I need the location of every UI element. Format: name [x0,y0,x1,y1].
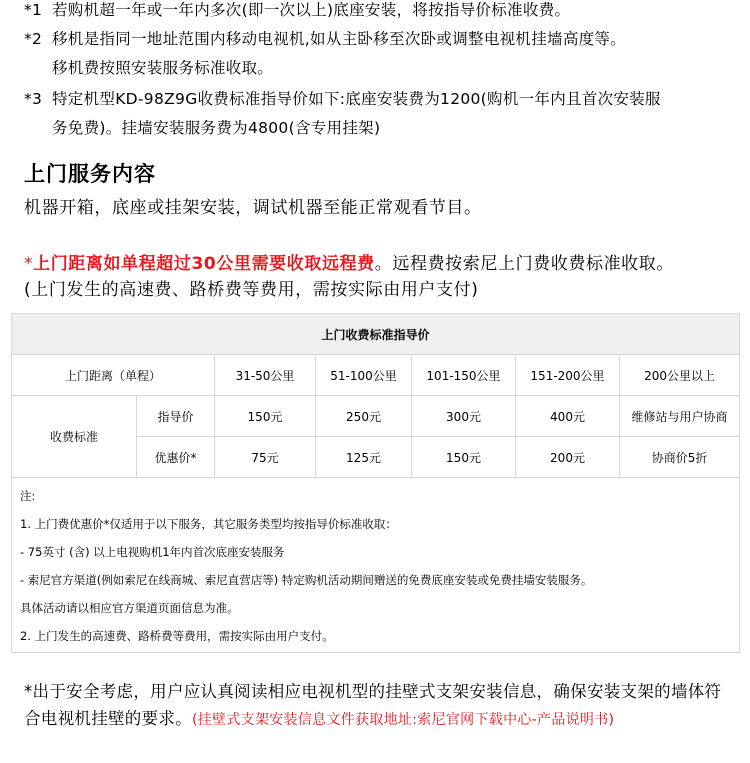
guide-price-row [12,396,740,437]
fee-note-line: 1. 上门费优惠价*仅适用于以下服务，其它服务类型均按指导价标准收取： [20,517,397,531]
distance-note-red: 上门距离如单程超过30公里需要收取远程费 [33,254,375,274]
note-2-text: 移机是指同一地址范围内移动电视机,如从主卧移至次卧或调整电视机挂墙高度等。 [52,30,627,48]
discount-value: 150元 [412,437,516,478]
range-cell: 31-50公里 [215,355,316,396]
note-3-text: 特定机型KD-98Z9G收费标准指导价如下:底座安装费为1200(购机一年内且首次安装服 [52,90,661,108]
guide-label: 指导价 [137,396,215,437]
distance-note-line2: (上门发生的高速费、路桥费等费用，需按实际由用户支付) [24,280,479,300]
guide-value: 300元 [412,396,516,437]
fee-table-title: 上门收费标准指导价 [12,314,740,355]
note-2 [24,25,626,54]
fee-label: 收费标准 [12,396,137,478]
discount-value: 200元 [516,437,620,478]
fee-table-title-row [12,314,740,355]
note-3-continued: 务免费)。挂墙安装服务费为4800(含专用挂架) [52,119,381,137]
discount-value: 75元 [215,437,316,478]
fee-note-line: 注: [20,489,36,503]
fee-table [11,313,740,653]
safety-text: *出于安全考虑，用户应认真阅读相应电视机型的挂壁式支架安装信息，确保安装支架的墙体符合电视机挂壁的要求。 [24,682,722,728]
guide-value: 250元 [316,396,412,437]
range-cell: 101-150公里 [412,355,516,396]
guide-value: 维修站与用户协商 [620,396,740,437]
distance-label: 上门距离（单程） [12,355,215,396]
discount-value: 125元 [316,437,412,478]
range-cell: 51-100公里 [316,355,412,396]
note-2-continued: 移机费按照安装服务标准收取。 [52,59,274,77]
guide-value: 150元 [215,396,316,437]
discount-label: 优惠价* [137,437,215,478]
fee-note-line: - 索尼官方渠道(例如索尼在线商城、索尼直营店等) 特定购机活动期间赠送的免费底座安装或免费挂墙安装服务。 [20,573,593,587]
note-3-mark: *3 [24,90,43,108]
fee-note-line: 2. 上门发生的高速费、路桥费等费用，需按实际由用户支付。 [20,629,334,643]
fee-table-notes [12,478,740,653]
distance-note-asterisk: * [24,254,34,274]
fee-note-line: 具体活动请以相应官方渠道页面信息为准。 [20,601,239,615]
fee-table-header-row [12,355,740,396]
note-2-mark: *2 [24,30,43,48]
range-cell: 200公里以上 [620,355,740,396]
note-3 [24,85,661,114]
discount-value: 协商价5折 [620,437,740,478]
guide-value: 400元 [516,396,620,437]
safety-note [24,678,734,734]
note-1-text: 若购机超一年或一年内多次(即一次以上)底座安装，将按指导价标准收费。 [52,1,571,19]
range-cell: 151-200公里 [516,355,620,396]
note-1 [24,0,570,25]
fee-note-line: - 75英寸 (含) 以上电视购机1年内首次底座安装服务 [20,545,285,559]
note-1-mark: *1 [24,1,43,19]
service-content: 机器开箱，底座或挂架安装，调试机器至能正常观看节目。 [24,198,482,218]
service-heading: 上门服务内容 [24,162,156,186]
fee-table-notes-row [12,478,740,653]
safety-link-text: (挂壁式支架安装信息文件获取地址:索尼官网下载中心-产品说明书) [192,712,615,728]
distance-note-rest: 。远程费按索尼上门费收费标准收取。 [374,254,674,274]
